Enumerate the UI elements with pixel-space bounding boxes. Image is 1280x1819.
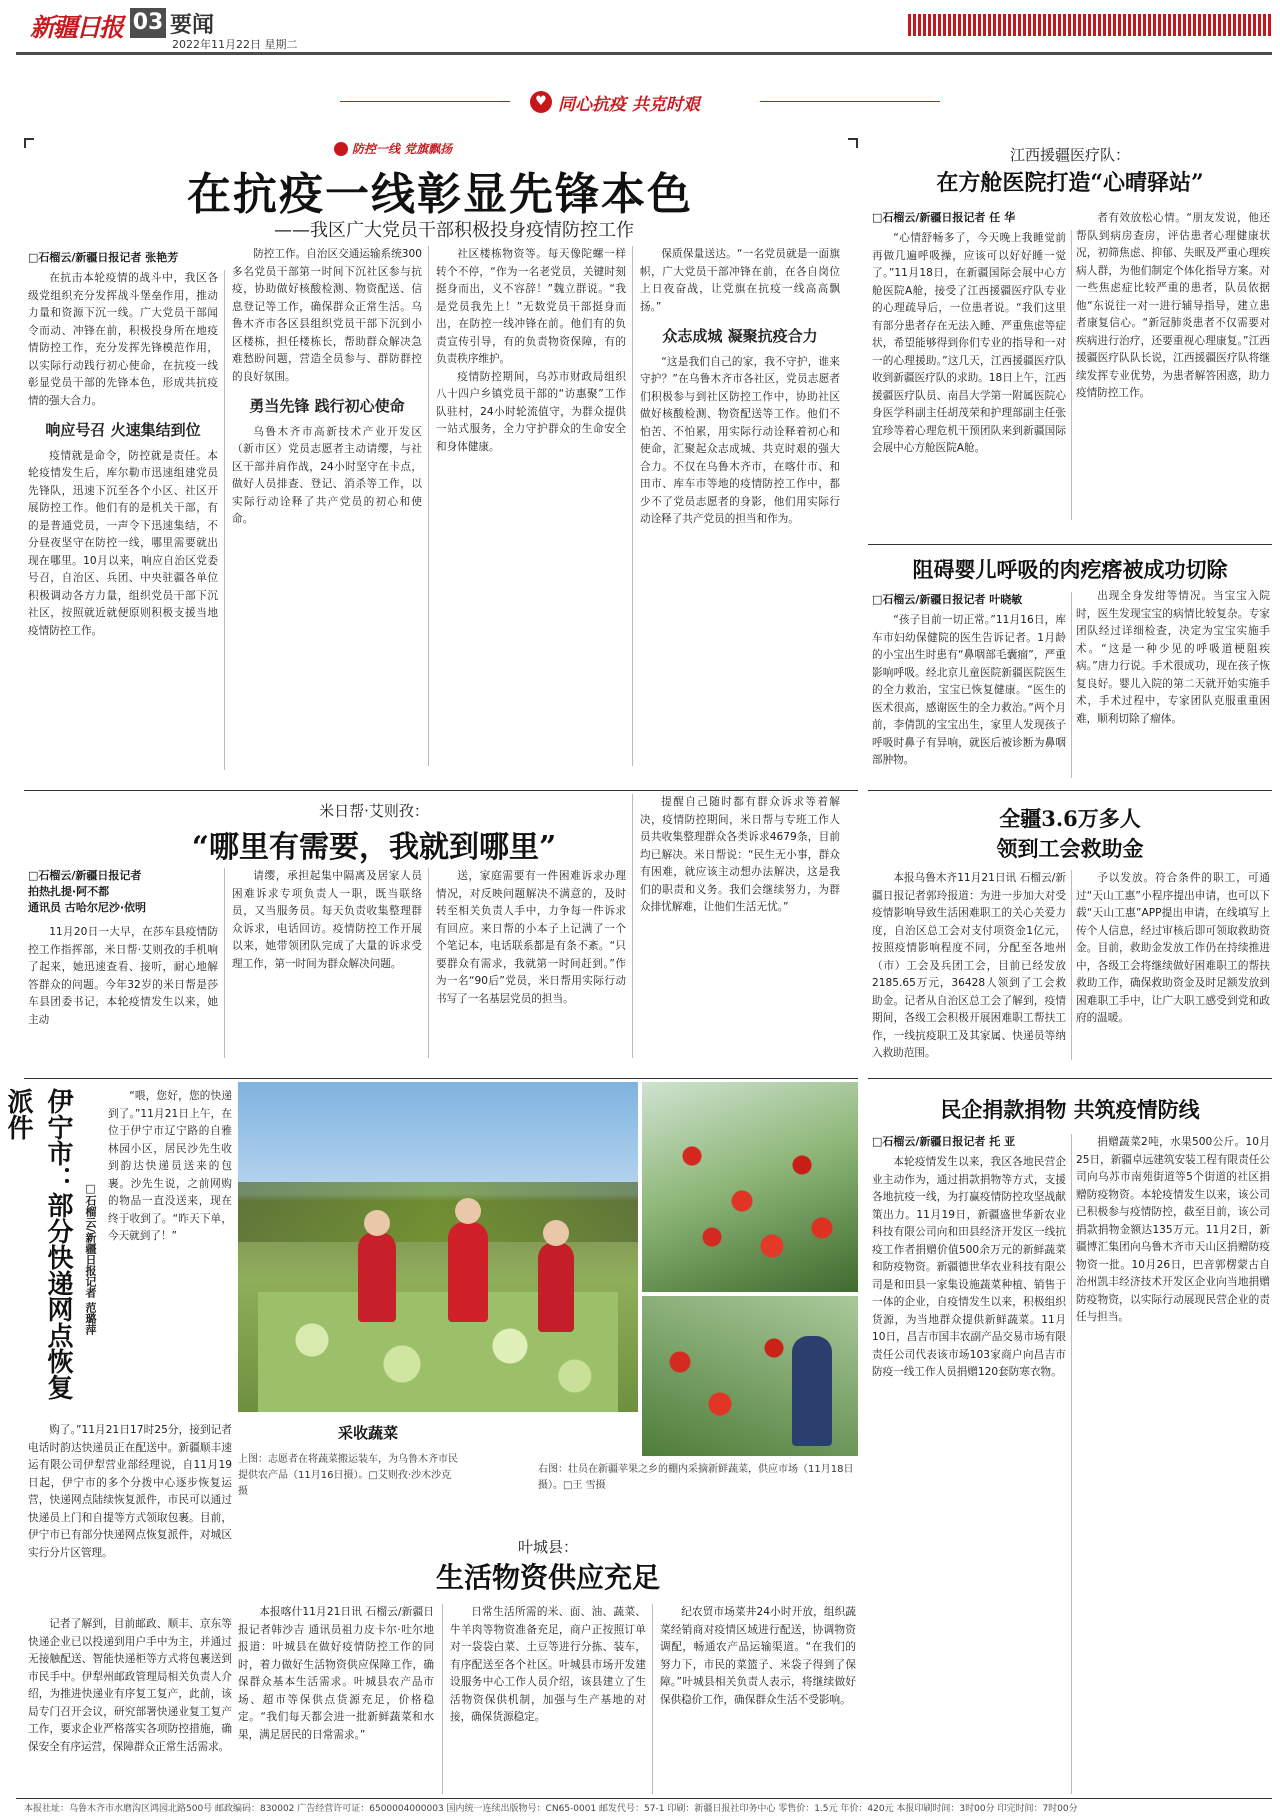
donate-col2-text: 捐赠蔬菜2吨，水果500公斤。10月25日，新疆卓远建筑安装工程有限责任公司向乌苏市南苑街道等5个街道的社区捐赠防疫物资。本轮疫情发生以来，该公司已积极参与疫情防控，截至目前，该公司捐款捐物金额达135万元。11月2日，新疆博汇集团向乌鲁木齐市天山区捐赠防疫物资一批。10月26日，巴音郭楞蒙古自治州凯丰经济技术开发区企业向当地捐赠防疫物资，以实际行动展现民营企业的责任与担当。: [1076, 1136, 1270, 1323]
infant-col2-text: 出现全身发绀等情况。当宝宝入院时，医生发现宝宝的病情比较复杂。专家团队经过详细检查，决定为宝宝实施手术。“这是一种少见的呼吸道梗阻疾病。”唐力行说。手术很成功，现在孩子恢复良好。婴儿入院的第二天就开始实施手术，手术过程中，专家团队克服重重困难，顺利切除了瘤体。: [1076, 590, 1270, 725]
infant-col2: [1076, 588, 1270, 782]
yining-col1-text: “喂，您好，您的快递到了。”11月21日上午，在位于伊宁市辽宁路的自雅林园小区，居民沙先生收到韵达快递员送来的包裹。沙先生说，之前网购的物品一直没送来，现在终于收到了。“昨天下单，今天就到了！”: [108, 1090, 232, 1242]
fangcang-article: [868, 138, 1272, 538]
union-title: 全疆3.6万多人 领到工会救助金: [996, 806, 1144, 861]
infant-article: [868, 548, 1272, 788]
yining-col3: [28, 1616, 232, 1796]
issue-date: 2022年11月22日 星期二: [172, 38, 298, 51]
yecheng-col1: [238, 1604, 434, 1798]
photo-greenhouse-top: [642, 1082, 858, 1292]
section-name: 要闻: [170, 13, 215, 38]
miri-col2: [232, 868, 422, 1064]
yecheng-article: [238, 1536, 858, 1802]
worker-figure: [538, 1242, 574, 1332]
fangcang-col1-text: “心情舒畅多了，今天晚上我睡觉前再做几遍呼吸操，应该可以好好睡一觉了。”11月18日，在新疆国际会展中心方舱医院A舱，接受了江西援疆医疗队专业的心理疏导后，一位患者说。“我们这里有部分患者存在无法入睡、严重焦虑等症状，希望能够得到你们专业的指导和一对一的心理援助。”这几天，江西援疆医疗队收到新疆医疗队的求助。18日上午，江西援疆医疗队员、南昌大学第一附属医院心身医学科副主任胡茂荣和护理部副主任张宜珍等着心理危机干预团队来到新疆国际会展中心方舱医院A舱。: [872, 232, 1066, 454]
footer-imprint: 本报社址：乌鲁木齐市水磨沟区鸿园北路500号 邮政编码：830002 广告经营许可证：6500004000003 国内统一连续出版物号：CN65-0001 邮发代号：57-1 印刷：新疆日报社印务中心 零售价：1.5元 年价：420元 本报印刷时间：3时00分 印完时间：7时00分: [24, 1804, 1078, 1814]
donate-col2: [1076, 1134, 1270, 1794]
miri-col4-text: 提醒自己随时都有群众诉求等着解决，疫情防控期间，米日帮与专班工作人员共收集整理群众各类诉求4679条，目前均已解决。米日帮说：“民生无小事，群众有困难，就应该主动想办法解决，这是我们的职责和义务。我们会继续努力，为群众排忧解难，让他们生活无忧。”: [640, 796, 840, 913]
yining-col3-text: 记者了解到，目前邮政、顺丰、京东等快递企业已以投递到用户手中为主，并通过无接触配送、智能快递柜等方式将包裹送到市民手中。伊犁州邮政管理局相关负责人介绍，为推进快递业有序复工复产，此前，该局专门召开会议，研究部署快递业复工复产工作，要求企业严格落实各项防控措施，确保安全有序运营，保障群众正常生活需求。: [28, 1618, 232, 1753]
yecheng-col3: [660, 1604, 856, 1798]
miri-col3-text: 送，家庭需要有一件困难诉求办理情况，对反映问题解决不满意的，及时转至相关负责人手中，力争每一件诉求有回应。来日帮的小本子上记满了一个个笔记本，电话联系都是有条不紊。“只要群众有需求，我就第一时间赶到。”作为一名“90后”党员，米日帮用实际行动书写了一名基层党员的担当。: [436, 870, 626, 1005]
donate-col1-text: 本轮疫情发生以来，我区各地民营企业主动作为，通过捐款捐物等方式，支援各地抗疫一线，为打赢疫情防控攻坚战献策出力。11月19日，新疆盛世华新农业科技有限公司向和田县经济开发区一线抗疫工作者捐赠价值500余万元的新鲜蔬菜和防疫物资。新疆德世华农业科技有限公司是和田县一家集设施蔬菜种植、销售于一体的企业，自疫情发生以来，积极组织货源，为当地群众提供新鲜蔬菜。11月10日，昌吉市国丰农副产品交易市场有限责任公司代表该市场103家商户向昌吉市防疫一线工作人员捐赠120套防寒衣物。: [872, 1156, 1066, 1378]
photo-caption-right: 右图：壮员在新疆苹果之乡的棚内采摘新鲜蔬菜，供应市场（11月18日摄）。□王 雪摄: [538, 1464, 854, 1491]
fangcang-title: 在方舱医院打造“心晴驿站”: [936, 170, 1204, 196]
lead-col1-para2: 疫情就是命令，防控就是责任。本轮疫情发生后，库尔勒市迅速组建党员先锋队，迅速下沉至各个小区、社区开展防控工作。他们有的是机关干部，有的是普通党员，一声令下迅速集结，不分昼夜坚守在防控一线，哪里需要就出现在哪里。10月以来，响应自治区党委号召，自治区、兵团、中央驻疆各单位积极调动各方力量，组织党员干部下沉社区，按照就近就便原则积极支援当地疫情防控工作。: [28, 449, 218, 637]
lead-col3-para1: 社区楼栋物资等。每天像陀螺一样转个不停，“作为一名老党员，关键时刻挺身而出，义不容辞！”魏立群说。“我是党员我先上！”无数党员干部挺身而出，在防控一线冲锋在前。他们有的负责宣传引导，有的负责物资保障，有的负责秩序维护。: [436, 248, 626, 365]
fangcang-col2: [1076, 210, 1270, 530]
page-number: 03: [130, 8, 166, 38]
lead-col1-para1: 在抗击本轮疫情的战斗中，我区各级党组织充分发挥战斗堡垒作用，推动力量和资源下沉一线。广大党员干部闻令而动、冲锋在前，积极投身所在地疫情防控工作，充分发挥先锋模范作用，以实际行动践行初心使命，在抗疫一线彰显党员干部的先锋本色，形成共抗疫情的强大合力。: [28, 272, 218, 407]
lead-subhead-1: 响应号召 火速集结到位: [45, 421, 201, 439]
photo-caption-left: 上图：志愿者在将蔬菜搬运装车，为乌鲁木齐市民提供农产品（11月16日摄）。□艾则孜·沙木沙克摄: [238, 1454, 458, 1497]
yecheng-col2: [450, 1604, 646, 1798]
lead-subhead-3: 众志成城 凝聚抗疫合力: [662, 327, 818, 345]
photo-cabbage-loading: [238, 1082, 638, 1412]
photo-feature: [238, 1082, 858, 1532]
worker-figure: [358, 1232, 396, 1322]
yecheng-col1-text: 本报喀什11月21日讯 石榴云/新疆日报记者韩沙吉 通讯员祖力皮卡尔·吐尔地报道：叶城县在做好疫情防控工作的同时，着力做好生活物资供应保障工作，确保群众基本生活需求。叶城县农产品市场、超市等保供点货源充足，价格稳定。“我们每天都会进一批新鲜蔬菜和水果，满足居民的日常需求。”: [238, 1606, 434, 1741]
masthead: [8, 6, 1272, 51]
union-col1-text: 本报乌鲁木齐11月21日讯 石榴云/新疆日报记者郭玲报道：为进一步加大对受疫情影响导致生活困难职工的关心关爱力度，自治区总工会对支付项资金1亿元，按照疫情影响程度不同，分配至各地州（市）工会及兵团工会，目前已经发放2185.65万元，36428人领到了工会救助金。记者从自治区总工会了解到，疫情期间，各级工会积极开展困难职工帮扶工作，一线抗疫职工及其家属、快递员等纳入救助范围。: [872, 872, 1066, 1059]
infant-byline: □石榴云/新疆日报记者 叶晓敏: [872, 593, 1023, 606]
fangcang-col2-text: 者有效放松心情。“朋友发说，他还帮队到病房查房，评估患者心理健康状况，初筛焦虑、抑郁、失眠及严重心理疾病人群，为他们制定个体化指导方案。对一些焦虑症比较严重的患者，队员依据他“东说往一对一进行辅导指导，建立患者康复信心。“新冠肺炎患者不仅需要对疾病进行治疗，还要重视心理康复。”江西援疆医疗队队长说，江西援疆医疗队将继续发挥专业优势，为患者解答困惑，助力疫情防控工作。: [1076, 212, 1270, 399]
heart-icon: ♥: [530, 91, 552, 113]
masthead-logo: 新疆日报: [30, 13, 123, 42]
union-article: [868, 794, 1272, 1074]
miri-col1-text: 11月20日一大早，在莎车县疫情防控工作指挥部，米日帮·艾则孜的手机响了起来，她迅速查看、接听，耐心地解答群众的问题。今年32岁的米日帮是莎车县团委书记，本轮疫情发生以来，她主动: [28, 926, 218, 1026]
lead-col4-para1: 保质保量送达。“一名党员就是一面旗帜，广大党员干部冲锋在前，在各自岗位上日夜奋战，让党旗在抗疫一线高高飘扬。”: [640, 248, 840, 313]
yining-col1: [108, 1088, 232, 1418]
miri-article: [24, 794, 858, 1074]
lead-kicker: 防控一线 党旗飘扬: [352, 142, 453, 156]
miri-col2-text: 请缨，承担起集中隔离及居家人员困难诉求专项负责人一职，既当联络员，又当服务员。每天负责收集整理群众诉求，电话回访。疫情防控工作开展以来，她带领团队完成了大量的诉求受理工作，第一时间为群众解决问题。: [232, 870, 422, 970]
fangcang-byline: □石榴云/新疆日报记者 任 华: [872, 211, 1016, 224]
party-badge-icon: [334, 142, 348, 156]
lead-article: [24, 138, 858, 788]
union-col2: [1076, 870, 1270, 1068]
donate-col1: [872, 1154, 1066, 1794]
lead-col2-para2: 乌鲁木齐市高新技术产业开发区（新市区）党员志愿者主动请缨，与社区干部并肩作战，24小时坚守在卡点，做好人员排查、登记、消杀等工作，以实际行动诠释了共产党员的初心和使命。: [232, 425, 422, 525]
photo-title: 采收蔬菜: [337, 1424, 398, 1442]
lead-title: 在抗疫一线彰显先锋本色: [187, 169, 693, 220]
photo-greenhouse-bottom: [642, 1296, 858, 1456]
yining-byline: □石榴云/新疆日报记者 范璐萍: [84, 1182, 97, 1335]
union-col1: [872, 870, 1066, 1068]
masthead-stripes: [908, 14, 1272, 36]
miri-col1: [28, 924, 218, 1064]
campaign-banner: [340, 88, 940, 116]
lead-col3: [436, 246, 626, 781]
donate-byline: □石榴云/新疆日报记者 托 亚: [872, 1135, 1016, 1148]
fangcang-col1: [872, 230, 1066, 530]
miri-col4: [640, 794, 840, 1064]
yining-col2: [28, 1422, 232, 1612]
donate-title: 民企捐款捐物 共筑疫情防线: [940, 1097, 1200, 1122]
infant-col1-text: “孩子目前一切正常。”11月16日，库车市妇幼保健院的医生告诉记者。1月龄的小宝出生时患有“鼻咽部毛囊瘤”，严重影响呼吸。经北京儿童医院新疆医院医生的全力救治，宝宝已恢复健康。“医生的医术很高，感谢医生的全力救治。”两个月前，李倩凯的宝宝出生，家里人发现孩子呼吸时鼻子有异响，就医后被诊断为鼻咽部肿物。: [872, 614, 1066, 766]
worker-figure: [448, 1222, 488, 1322]
lead-col2-para1: 防控工作。自治区交通运输系统300多名党员干部第一时间下沉社区参与抗疫，协助做好核酸检测、物资配送、信息登记等工作，确保群众正常生活。乌鲁木齐市各区县组织党员干部下沉到小区楼栋，担任楼栋长，帮助群众解决急难愁盼问题，营造全员参与、群防群控的良好氛围。: [232, 248, 422, 383]
union-col2-text: 予以发放。符合条件的职工，可通过“天山工惠”小程序提出申请，也可以下载“天山工惠”APP提出申请，在线填写上传个人信息，经过审核后即可领取救助资金。目前，救助金发放工作仍在持续推进中，各级工会将继续做好困难职工的帮扶救助工作，确保救助资金及时足额发放到困难职工手中，让广大职工感受到党和政府的温暖。: [1076, 872, 1270, 1024]
fangcang-kicker: 江西援疆医疗队：: [1009, 146, 1130, 164]
yining-col2-text: 购了。”11月21日17时25分，接到记者电话时韵达快递员正在配送中。新疆顺丰速运有限公司伊犁营业部经理说，自11月19日起，伊宁市的多个分拨中心逐步恢复运营，快递网点陆续恢复派件，市民可以通过快递员上门和自提等方式领取包裹。目前，伊宁市已有部分快递网点恢复派件，对城区实行分片区管理。: [28, 1424, 232, 1559]
infant-title: 阻碍婴儿呼吸的肉疙瘩被成功切除: [912, 557, 1228, 582]
lead-col2: [232, 246, 422, 781]
masthead-rule: [16, 52, 1272, 55]
yecheng-col2-text: 日常生活所需的米、面、油、蔬菜、牛羊肉等物资准备充足，商户正按照订单对一袋袋白菜、土豆等进行分拣、装车，有序配送至各个社区。叶城县市场开发建设服务中心工作人员介绍，该县建立了生活物资保供机制，加强与生产基地的对接，确保货源稳定。: [450, 1606, 646, 1723]
lead-byline: □石榴云/新疆日报记者 张艳芳: [28, 251, 179, 264]
lead-col3-para2: 疫情防控期间，乌苏市财政局组织八十四户乡镇党员干部的“访惠聚”工作队驻村，24小时轮流值守，为群众提供一站式服务，全力守护群众的生命安全和身体健康。: [436, 370, 626, 453]
lead-col4: [640, 246, 840, 781]
infant-col1: [872, 612, 1066, 782]
lead-subtitle: ——我区广大党员干部积极投身疫情防控工作: [274, 220, 634, 241]
yecheng-title: 生活物资供应充足: [435, 1561, 660, 1594]
lead-subhead-2: 勇当先锋 践行初心使命: [249, 397, 405, 415]
miri-title: “哪里有需要，我就到哪里”: [191, 830, 557, 865]
miri-kicker: 米日帮·艾则孜：: [319, 802, 429, 820]
footer-rule: [16, 1798, 1272, 1799]
miri-byline: □石榴云/新疆日报记者 拍热扎提·阿不都 通讯员 古哈尔尼沙·依明: [28, 869, 147, 914]
yining-title: 伊宁市：部分快递网点恢复派件: [3, 1088, 73, 1400]
donate-article: [868, 1082, 1272, 1802]
worker-figure: [792, 1336, 832, 1446]
yecheng-kicker: 叶城县：: [517, 1538, 578, 1556]
banner-title: 同心抗疫 共克时艰: [558, 95, 700, 115]
lead-col1: [28, 270, 218, 780]
lead-col4-para2: “这是我们自己的家，我不守护，谁来守护？”在乌鲁木齐市各社区，党员志愿者们积极参与到社区防控工作中，协助社区做好核酸检测、物资配送等工作。他们不怕苦、不怕累，用实际行动诠释着初心和使命，汇聚起众志成城、共克时艰的强大合力。不仅在乌鲁木齐市，在喀什市、和田市、库车市等地的疫情防控工作中，都少不了党员志愿者的身影，他们用实际行动诠释了共产党员的担当和作为。: [640, 355, 840, 525]
yecheng-col3-text: 纪农贸市场菜井24小时开放，组织蔬菜经销商对疫情区域进行配送，协调物资调配，畅通农产品运输渠道。“在我们的努力下，市民的菜篮子、米袋子得到了保障。”叶城县相关负责人表示，将继续做好保供稳价工作，确保群众生活不受影响。: [660, 1606, 856, 1706]
miri-col3: [436, 868, 626, 1064]
yining-article: [3, 1082, 234, 1802]
